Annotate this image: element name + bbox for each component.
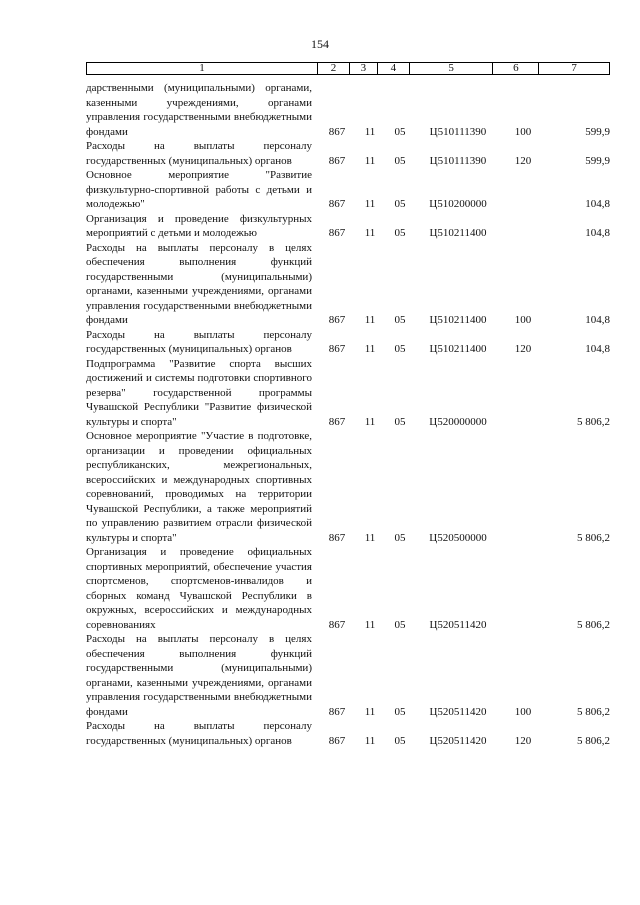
table-row [86, 212, 610, 241]
row-subsection-code: 05 [394, 343, 406, 355]
row-target-code: Ц510111390 [429, 125, 487, 138]
row-amount: 5 806,2 [577, 734, 610, 747]
row-section-code: 11 [364, 154, 376, 167]
row-ministry-code: 867 [328, 227, 346, 239]
header-col-4: 4 [378, 63, 410, 74]
row-ministry-code: 867 [328, 125, 346, 138]
row-description: Основное мероприятие "Участие в подготовке, организации и проведении официальных республиканских, межрегиональных, всероссийских и международных спортивных соревнований, проводимых на территории Чувашской Республики, а также мероприятий по управлению развитием отрасли физической культуры и спорта" [86, 430, 312, 544]
row-ministry-code: 867 [328, 343, 346, 355]
row-subsection-code: 05 [394, 531, 406, 544]
row-ministry-code: 867 [328, 705, 346, 718]
row-subsection-code: 05 [394, 618, 406, 631]
table-row [86, 357, 610, 430]
row-section-code: 11 [364, 343, 376, 355]
row-section-code: 11 [364, 415, 376, 428]
row-subsection-code: 05 [394, 198, 406, 210]
row-target-code: Ц510211400 [429, 343, 487, 355]
row-amount: 5 806,2 [577, 531, 610, 544]
row-description: Подпрограмма "Развитие спорта высших достижений и системы подготовки спортивного резерва" государственной программы Чувашской Республики "Развитие физической культуры и спорта" [86, 357, 312, 428]
row-amount: 5 806,2 [577, 705, 610, 718]
row-subsection-code: 05 [394, 734, 406, 747]
row-target-code: Ц510211400 [429, 227, 487, 239]
row-ministry-code: 867 [328, 415, 346, 428]
row-target-code: Ц510111390 [429, 154, 487, 167]
header-col-2: 2 [318, 63, 350, 74]
row-amount: 599,9 [585, 125, 610, 138]
row-target-code: Ц520000000 [429, 415, 487, 428]
row-expense-type: 100 [514, 705, 532, 718]
row-expense-type: 120 [514, 154, 532, 167]
table-row [86, 719, 610, 748]
row-subsection-code: 05 [394, 705, 406, 718]
table-row [86, 328, 610, 357]
row-section-code: 11 [364, 734, 376, 747]
row-amount: 5 806,2 [577, 415, 610, 428]
row-subsection-code: 05 [394, 227, 406, 239]
row-section-code: 11 [364, 705, 376, 718]
row-section-code: 11 [364, 314, 376, 326]
row-description: Расходы на выплаты персоналу государственных (муниципальных) органов [86, 140, 312, 167]
row-description: Организация и проведение официальных спортивных мероприятий, обеспечение участия спортсменов, спортсменов-инвалидов и сборных команд Чувашской Республики в окружных, всероссийских и международных соревнованиях [86, 546, 312, 631]
row-ministry-code: 867 [328, 618, 346, 631]
header-col-5: 5 [410, 63, 494, 74]
row-subsection-code: 05 [394, 314, 406, 326]
row-amount: 104,8 [585, 198, 610, 210]
table-row [86, 139, 610, 168]
row-expense-type: 120 [514, 734, 532, 747]
row-ministry-code: 867 [328, 531, 346, 544]
row-section-code: 11 [364, 531, 376, 544]
row-subsection-code: 05 [394, 154, 406, 167]
row-ministry-code: 867 [328, 734, 346, 747]
row-description: Расходы на выплаты персоналу в целях обеспечения выполнения функций государственными (муниципальными) органами, казенными учреждениями, органами управления государственными внебюджетными фондами [86, 241, 312, 326]
header-col-6: 6 [493, 63, 539, 74]
row-subsection-code: 05 [394, 415, 406, 428]
row-description: Расходы на выплаты персоналу государственных (муниципальных) органов [86, 720, 312, 747]
row-expense-type: 120 [514, 343, 532, 355]
row-amount: 104,8 [585, 314, 610, 326]
row-target-code: Ц510211400 [429, 314, 487, 326]
row-amount: 5 806,2 [577, 618, 610, 631]
row-target-code: Ц520511420 [429, 705, 487, 718]
row-section-code: 11 [364, 227, 376, 239]
row-target-code: Ц510200000 [429, 198, 487, 210]
header-col-7: 7 [571, 62, 577, 74]
table-row [86, 81, 610, 139]
header-col-3: 3 [350, 63, 378, 74]
row-description: дарственными (муниципальными) органами, казенными учреждениями, органами управления государственными внебюджетными фондами [86, 82, 312, 138]
row-target-code: Ц520511420 [429, 734, 487, 747]
row-section-code: 11 [364, 618, 376, 631]
row-description: Организация и проведение физкультурных мероприятий с детьми и молодежью [86, 212, 312, 239]
row-ministry-code: 867 [328, 198, 346, 210]
table-row [86, 429, 610, 545]
row-target-code: Ц520500000 [429, 531, 487, 544]
table-row [86, 632, 610, 719]
row-expense-type: 100 [514, 125, 532, 138]
row-target-code: Ц520511420 [429, 618, 487, 631]
table-row [86, 241, 610, 328]
row-amount: 104,8 [585, 343, 610, 355]
row-subsection-code: 05 [394, 125, 406, 138]
table-row [86, 168, 610, 212]
row-section-code: 11 [364, 198, 376, 210]
row-description: Расходы на выплаты персоналу государственных (муниципальных) органов [86, 328, 312, 355]
row-amount: 104,8 [585, 227, 610, 239]
table-header [86, 62, 610, 75]
page-number: 154 [311, 37, 329, 51]
table-body [86, 81, 610, 748]
row-ministry-code: 867 [328, 314, 346, 326]
row-description: Расходы на выплаты персоналу в целях обеспечения выполнения функций государственными (муниципальными) органами, казенными учреждениями, органами управления государственными внебюджетными фондами [86, 633, 312, 718]
row-description: Основное мероприятие "Развитие физкультурно-спортивной работы с детьми и молодежью" [86, 169, 312, 210]
row-amount: 599,9 [585, 154, 610, 167]
row-expense-type: 100 [514, 314, 532, 326]
header-col-1: 1 [87, 63, 318, 74]
row-ministry-code: 867 [328, 154, 346, 167]
table-row [86, 545, 610, 632]
row-section-code: 11 [364, 125, 376, 138]
